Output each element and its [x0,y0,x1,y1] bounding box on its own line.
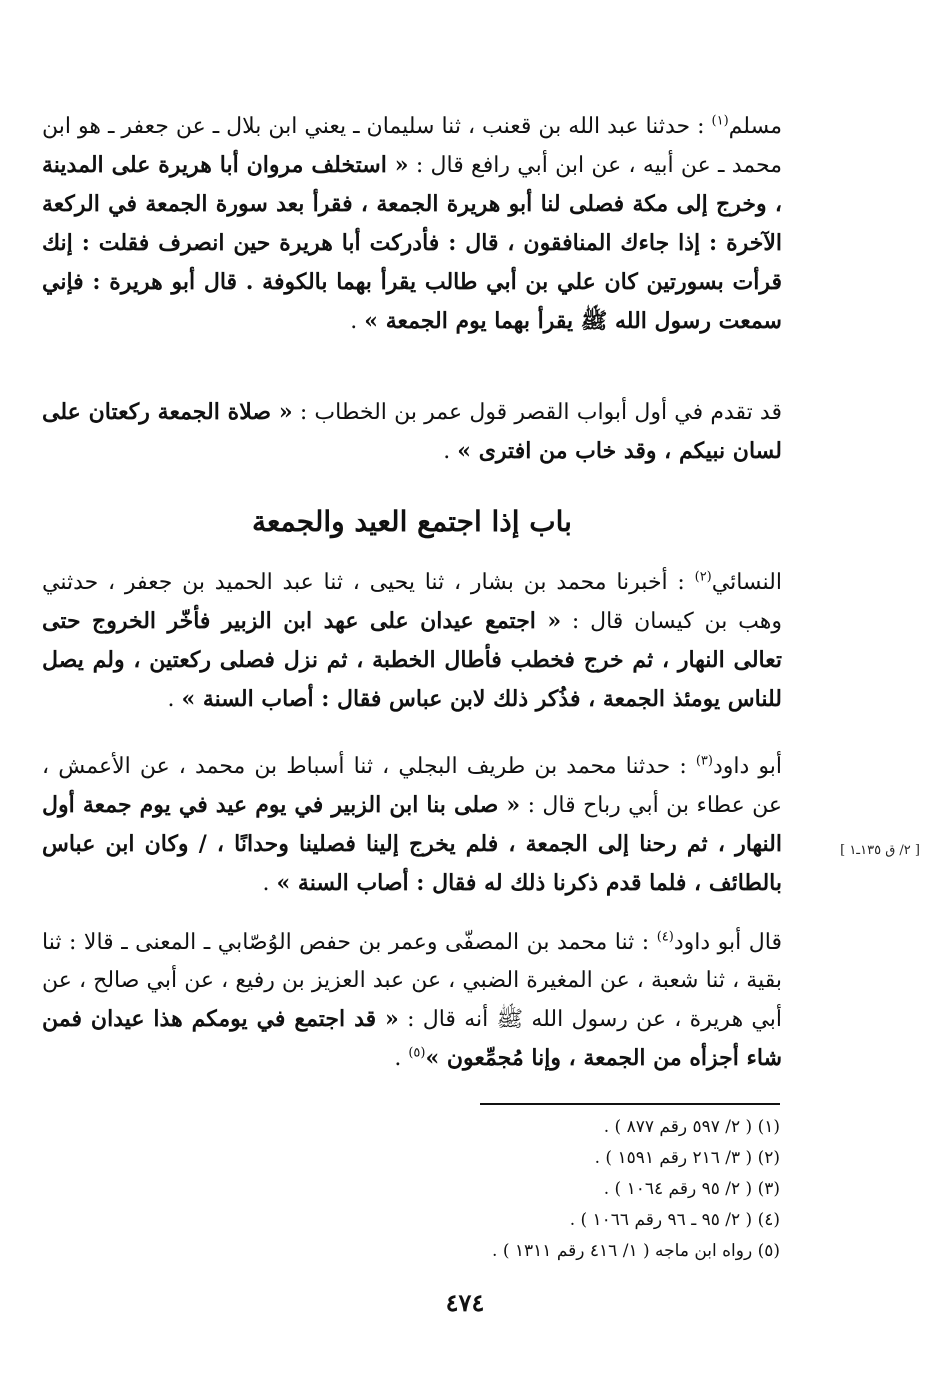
hadith-quote: « صلى بنا ابن الزبير في يوم عيد في يوم جمعة أول النهار ، ثم رحنا إلى الجمعة ، فلم يخرج إلينا فصلينا وحدانًا ، / وكان ابن عباس بالطائف ، فلما قدم ذكرنا ذلك له فقال : أصاب السنة » [42,792,782,896]
paragraph-end: . [262,871,277,896]
footnote-ref[interactable]: (٤) [656,929,674,945]
paragraph-end: . [394,1046,409,1071]
footnote-4: (٤) ( ٢/ ٩٥ ـ ٩٦ رقم ١٠٦٦ ) . [569,1210,780,1230]
isnad-text: : حدثنا محمد بن طريف البجلي ، ثنا أسباط بن محمد ، عن الأعمش ، عن عطاء بن أبي رباح قال : [42,754,783,818]
footnote-3: (٣) ( ٢/ ٩٥ رقم ١٠٦٤ ) . [603,1179,780,1199]
footnotes [200,1112,780,1267]
paragraph-abu-dawud-1 [42,748,782,903]
paragraph-nasai [42,564,782,719]
isnad-text: : ثنا محمد بن المصفّى وعمر بن حفص الوُصّابي ـ المعنى ـ قالا : ثنا بقية ، ثنا شعبة ، عن المغيرة الضبي ، عن عبد العزيز بن رفيع ، عن أبي صالح ، عن أبي هريرة ، عن رسول الله ﷺ أنه قال : [42,930,782,1032]
hadith-quote: « قد اجتمع في يومكم هذا عيدان فمن شاء أجزأه من الجمعة ، وإنا مُجمِّعون » [42,1006,782,1071]
isnad-text: قد تقدم في أول أبواب القصر قول عمر بن الخطاب : [292,400,782,425]
isnad-text: : أخبرنا محمد بن بشار ، ثنا يحيى ، ثنا عبد الحميد بن جعفر ، حدثني وهب بن كيسان قال : [42,570,782,634]
narrator-lead: قال أبو داود [673,930,782,955]
chapter-heading: باب إذا اجتمع العيد والجمعة [252,505,572,538]
paragraph-end: . [350,309,365,334]
footnote-1: (١) ( ٢/ ٥٩٧ رقم ٨٧٧ ) . [603,1117,780,1137]
hadith-quote: « استخلف مروان أبا هريرة على المدينة ، وخرج إلى مكة فصلى لنا أبو هريرة الجمعة ، فقرأ بعد سورة الجمعة في الركعة الآخرة : إذا جاءك المنافقون ، قال : فأدركت أبا هريرة حين انصرف فقلت : إنك قرأت بسورتين كان علي بن أبي طالب يقرأ بهما بالكوفة . قال أبو هريرة : فإني سمعت رسول الله ﷺ يقرأ بهما يوم الجمعة » [42,152,782,334]
paragraph-abu-dawud-2 [42,924,782,1078]
isnad-text: : حدثنا عبد الله بن قعنب ، ثنا سليمان ـ يعني ابن بلال ـ عن جعفر ـ هو ابن محمد ـ عن أبيه ، عن ابن أبي رافع قال : [42,114,782,178]
paragraph-umar [42,393,782,471]
hadith-quote: « اجتمع عيدان على عهد ابن الزبير فأخّر الخروج حتى تعالى النهار ، ثم خرج فخطب فأطال الخطبة ، ثم نزل فصلى ركعتين ، ولم يصل للناس يومئذ الجمعة ، فذُكر ذلك لابن عباس فقال : أصاب السنة » [42,608,782,712]
footnote-5: (٥) رواه ابن ماجه ( ١/ ٤١٦ رقم ١٣١١ ) . [492,1241,780,1261]
narrator-lead: أبو داود [712,754,782,779]
footnote-ref[interactable]: (٣) [695,753,713,769]
paragraph-end: . [443,439,458,464]
hadith-quote: « صلاة الجمعة ركعتان على لسان نبيكم ، وقد خاب من افترى » [42,399,782,464]
narrator-lead: مسلم [728,114,782,139]
footnote-2: (٢) ( ٣/ ٢١٦ رقم ١٥٩١ ) . [594,1148,780,1168]
footnote-ref[interactable]: (١) [711,113,729,129]
page-number: ٤٧٤ [445,1288,485,1317]
footnote-separator [480,1103,780,1105]
narrator-lead: النسائي [711,570,782,595]
manuscript-margin-note: [ ٢/ ق ١٣٥ـ١ ] [840,843,920,858]
footnote-ref[interactable]: (٢) [694,569,712,585]
footnote-ref[interactable]: (٥) [408,1045,426,1061]
paragraph-muslim [42,108,782,341]
paragraph-end: . [167,687,182,712]
